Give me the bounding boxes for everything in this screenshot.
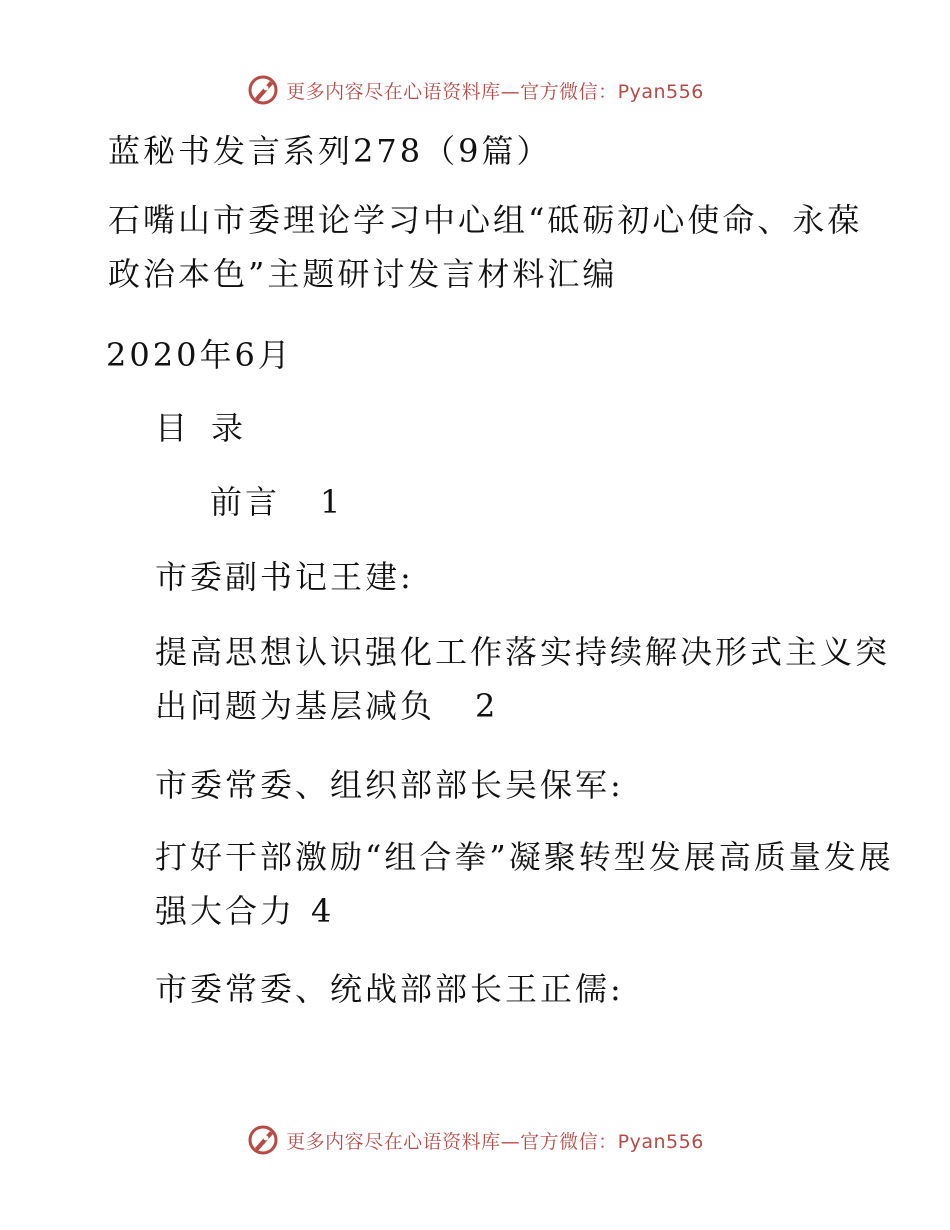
toc-page-number: 1 bbox=[320, 483, 344, 521]
toc-heading: 目录 bbox=[155, 409, 268, 447]
toc-entry-preface[interactable] bbox=[210, 475, 950, 529]
watermark-text: 更多内容尽在心语资料库—官方微信：Pyan556 bbox=[286, 80, 704, 103]
header-watermark bbox=[0, 70, 950, 110]
toc-page-number: 4 bbox=[311, 892, 335, 930]
toc-entry-label: 前言 bbox=[210, 483, 281, 521]
document-date: 2020年6月 bbox=[106, 336, 293, 374]
footer-watermark bbox=[0, 1120, 950, 1160]
watermark-text: 更多内容尽在心语资料库—官方微信：Pyan556 bbox=[286, 1130, 704, 1153]
main-title: 石嘴山市委理论学习中心组“砥砺初心使命、永葆政治本色”主题研讨发言材料汇编 bbox=[108, 201, 863, 293]
toc-entry[interactable] bbox=[98, 830, 915, 938]
pen-logo-icon bbox=[246, 73, 280, 107]
toc-entry-title: 提高思想认识强化工作落实持续解决形式主义突出问题为基层减负 bbox=[155, 633, 891, 725]
series-title: 蓝秘书发言系列278（9篇） bbox=[108, 132, 552, 170]
toc-speaker: 市委常委、统战部部长王正儒: bbox=[155, 970, 624, 1008]
pen-logo-icon bbox=[246, 1123, 280, 1157]
toc-speaker: 市委副书记王建: bbox=[155, 558, 414, 596]
toc-entry-title: 打好干部激励“组合拳”凝聚转型发展高质量发展强大合力 bbox=[155, 838, 894, 930]
toc-page-number: 2 bbox=[475, 687, 499, 725]
toc-entry[interactable] bbox=[98, 625, 915, 733]
toc-speaker: 市委常委、组织部部长吴保军: bbox=[155, 766, 624, 804]
